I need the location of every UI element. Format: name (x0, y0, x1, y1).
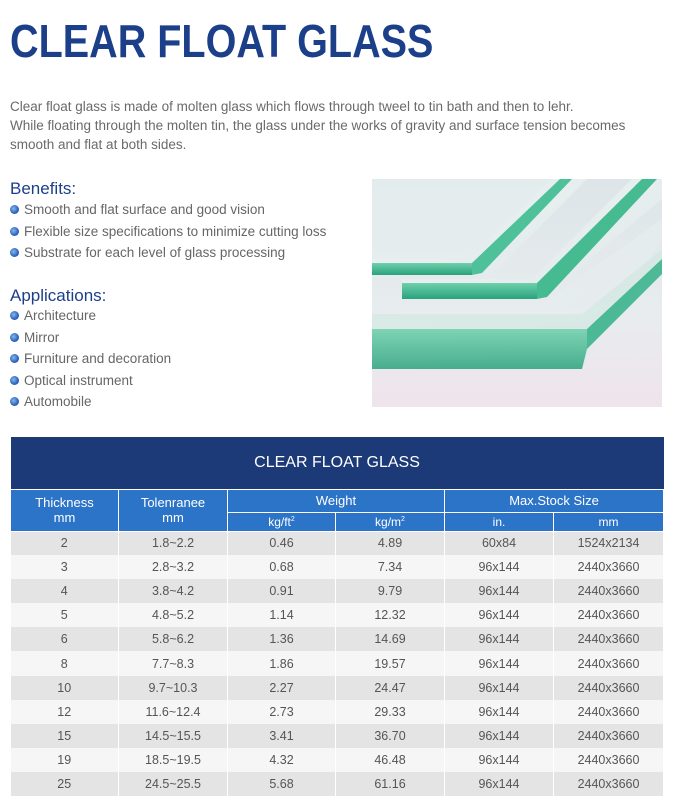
cell-stock-mm: 2440x3660 (554, 676, 664, 700)
intro-line-1: Clear float glass is made of molten glass which flows through tweel to tin bath and then to lehr. (10, 99, 574, 114)
cell-weight-kg-ft2: 0.68 (228, 555, 336, 579)
list-item: Furniture and decoration (10, 348, 171, 370)
cell-tolerance: 5.8~6.2 (119, 627, 228, 651)
col-subheader-mm: mm (554, 512, 664, 531)
intro-text (10, 97, 670, 154)
col-header-tolerance: Tolenranee mm (119, 489, 228, 531)
table-row (11, 700, 664, 724)
spec-table (10, 437, 664, 796)
intro-line-2: While floating through the molten tin, the glass under the works of gravity and surface tension becomes smooth and flat at both sides. (10, 118, 626, 152)
list-item: Smooth and flat surface and good vision (10, 199, 326, 221)
cell-stock-in: 96x144 (445, 748, 554, 772)
benefits-list (10, 199, 326, 264)
cell-weight-kg-ft2: 1.36 (228, 627, 336, 651)
col-subheader-kg-ft2: $kg/ft^2$ (228, 512, 336, 531)
table-row (11, 603, 664, 627)
applications-list (10, 305, 171, 413)
bullet-icon (10, 205, 19, 214)
table-row (11, 555, 664, 579)
bullet-icon (10, 227, 19, 236)
cell-stock-mm: 2440x3660 (554, 748, 664, 772)
table-title: CLEAR FLOAT GLASS (11, 437, 664, 489)
col-header-stock: Max.Stock Size (445, 489, 664, 512)
table-row (11, 627, 664, 651)
cell-stock-mm: 1524x2134 (554, 531, 664, 555)
cell-thickness: 8 (11, 651, 119, 675)
cell-weight-kg-ft2: 0.46 (228, 531, 336, 555)
cell-weight-kg-m2: 29.33 (336, 700, 445, 724)
cell-stock-mm: 2440x3660 (554, 724, 664, 748)
cell-stock-mm: 2440x3660 (554, 555, 664, 579)
cell-tolerance: 1.8~2.2 (119, 531, 228, 555)
glass-sheets-illustration (372, 179, 662, 407)
cell-tolerance: 11.6~12.4 (119, 700, 228, 724)
cell-thickness: 5 (11, 603, 119, 627)
cell-stock-in: 96x144 (445, 772, 554, 796)
cell-stock-mm: 2440x3660 (554, 603, 664, 627)
cell-weight-kg-ft2: 2.27 (228, 676, 336, 700)
cell-thickness: 25 (11, 772, 119, 796)
cell-weight-kg-m2: 14.69 (336, 627, 445, 651)
cell-stock-in: 96x144 (445, 700, 554, 724)
cell-weight-kg-m2: 12.32 (336, 603, 445, 627)
cell-weight-kg-m2: 61.16 (336, 772, 445, 796)
cell-weight-kg-ft2: 0.91 (228, 579, 336, 603)
cell-stock-in: 96x144 (445, 651, 554, 675)
cell-thickness: 15 (11, 724, 119, 748)
bullet-icon (10, 311, 19, 320)
table-body (11, 531, 664, 796)
cell-weight-kg-m2: 7.34 (336, 555, 445, 579)
table-row (11, 748, 664, 772)
cell-tolerance: 9.7~10.3 (119, 676, 228, 700)
list-item: Flexible size specifications to minimize cutting loss (10, 221, 326, 243)
applications-heading: Applications: (10, 286, 107, 305)
cell-thickness: 4 (11, 579, 119, 603)
cell-stock-in: 96x144 (445, 724, 554, 748)
bullet-icon (10, 376, 19, 385)
cell-stock-in: 96x144 (445, 579, 554, 603)
cell-tolerance: 4.8~5.2 (119, 603, 228, 627)
cell-stock-in: 96x144 (445, 676, 554, 700)
list-item: Substrate for each level of glass processing (10, 242, 326, 264)
table-row (11, 579, 664, 603)
bullet-icon (10, 354, 19, 363)
cell-weight-kg-ft2: 2.73 (228, 700, 336, 724)
cell-tolerance: 14.5~15.5 (119, 724, 228, 748)
cell-stock-in: 96x144 (445, 603, 554, 627)
cell-weight-kg-m2: 19.57 (336, 651, 445, 675)
col-subheader-kg-m2: $kg/m^2$ (336, 512, 445, 531)
cell-thickness: 3 (11, 555, 119, 579)
cell-stock-mm: 2440x3660 (554, 627, 664, 651)
table-row (11, 531, 664, 555)
cell-tolerance: 18.5~19.5 (119, 748, 228, 772)
glass-sheets-photo (372, 179, 662, 407)
cell-thickness: 19 (11, 748, 119, 772)
table-row (11, 772, 664, 796)
table-row (11, 651, 664, 675)
cell-stock-mm: 2440x3660 (554, 579, 664, 603)
list-item: Automobile (10, 391, 171, 413)
cell-stock-in: 96x144 (445, 555, 554, 579)
col-header-weight: Weight (228, 489, 445, 512)
cell-weight-kg-ft2: 5.68 (228, 772, 336, 796)
cell-weight-kg-m2: 4.89 (336, 531, 445, 555)
cell-weight-kg-m2: 46.48 (336, 748, 445, 772)
cell-tolerance: 24.5~25.5 (119, 772, 228, 796)
cell-thickness: 2 (11, 531, 119, 555)
list-item: Mirror (10, 327, 171, 349)
benefits-heading: Benefits: (10, 179, 77, 198)
bullet-icon (10, 248, 19, 257)
cell-weight-kg-ft2: 4.32 (228, 748, 336, 772)
table-row (11, 724, 664, 748)
cell-stock-in: 96x144 (445, 627, 554, 651)
cell-weight-kg-m2: 36.70 (336, 724, 445, 748)
cell-thickness: 6 (11, 627, 119, 651)
page-title: CLEAR FLOAT GLASS (10, 15, 434, 67)
cell-thickness: 12 (11, 700, 119, 724)
list-item: Architecture (10, 305, 171, 327)
cell-tolerance: 2.8~3.2 (119, 555, 228, 579)
col-subheader-in: in. (445, 512, 554, 531)
cell-weight-kg-m2: 9.79 (336, 579, 445, 603)
cell-stock-mm: 2440x3660 (554, 772, 664, 796)
col-header-thickness: Thickness mm (11, 489, 119, 531)
bullet-icon (10, 397, 19, 406)
cell-stock-mm: 2440x3660 (554, 700, 664, 724)
cell-weight-kg-m2: 24.47 (336, 676, 445, 700)
cell-stock-in: 60x84 (445, 531, 554, 555)
cell-tolerance: 7.7~8.3 (119, 651, 228, 675)
cell-thickness: 10 (11, 676, 119, 700)
cell-weight-kg-ft2: 1.86 (228, 651, 336, 675)
cell-stock-mm: 2440x3660 (554, 651, 664, 675)
bullet-icon (10, 333, 19, 342)
list-item: Optical instrument (10, 370, 171, 392)
cell-weight-kg-ft2: 3.41 (228, 724, 336, 748)
table-row (11, 676, 664, 700)
cell-tolerance: 3.8~4.2 (119, 579, 228, 603)
cell-weight-kg-ft2: 1.14 (228, 603, 336, 627)
